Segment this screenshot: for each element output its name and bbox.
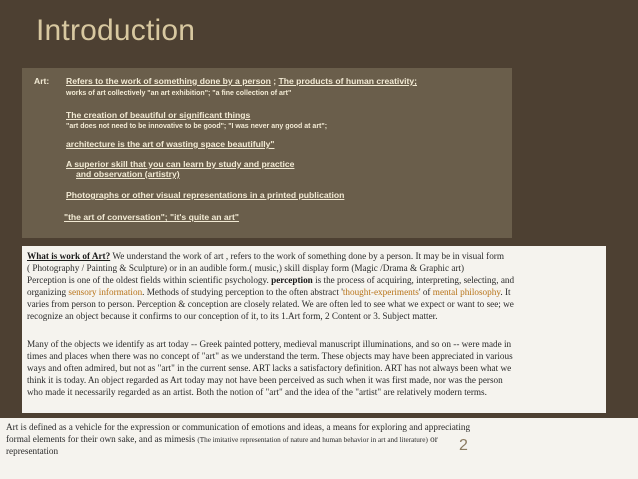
para1-line1: We understand the work of art , refers to the work of something done by a person. It may be in visual form [110,251,504,261]
para1-line4g: . It [500,287,511,297]
para2-line5: who made it necessarily regarded as an artist. Both the notion of "art" and the idea of the "artist" are relatively modern terms. [27,387,487,397]
mental-philosophy-link[interactable]: mental philosophy [432,287,501,297]
definition-1: Refers to the work of something done by a person [66,76,271,86]
definition-3: The creation of beautiful or significant things [66,110,251,120]
para2-line3: ways and often admired, but not as "art" in the current sense. ART lacks a satisfactory definition. ART has not always been what we [27,363,512,373]
slide-title: Introduction [36,14,196,47]
para1-line4a: organizing [27,287,69,297]
definition-7: "the art of conversation"; "it's quite an art" [64,212,239,222]
para1-line3-cont: is the process of acquiring, interpreting, selecting, and [312,275,515,285]
para1-line4c: . Methods of studying perception to the often abstract ' [142,287,343,297]
para1-line3: Perception is one of the oldest fields within scientific psychology. [27,275,272,285]
thought-experiments-link[interactable]: thought-experiments [342,287,419,297]
definition-4: architecture is the art of wasting space beautifully" [66,139,275,149]
para2-line1: Many of the objects we identify as art today -- Greek painted pottery, medieval manuscript illuminations, and so on -- were made in [27,339,512,349]
para3-line2c: or [427,434,438,444]
definition-6: Photographs or other visual representations in a printed publication [66,190,345,200]
para2-line2: times and places when there was no concept of "art" as we understand the term. These objects may have been appreciated in various [27,351,513,361]
example-2: "art does not need to be innovative to be good"; "I was never any good at art"; [66,123,328,130]
para3-line3: representation [6,446,59,456]
what-is-art-question: What is work of Art? [27,251,111,261]
para3-line1: Art is defined as a vehicle for the expression or communication of emotions and ideas, a means for exploring and appreciating [6,422,471,432]
para1-line5: varies from person to person. Perception & conception are closely related. We are often led to see what we expect or want to see; we [27,299,514,309]
para3-line2a: formal elements for their own sake, and as mimesis [6,434,198,444]
para1-line2: ( Photography / Painting & Sculpture) or in an audible form.( music,) skill display form (Magic /Drama & Graphic art) [27,263,465,273]
perception-term: perception [271,275,313,285]
para2-line4: think it is today. An object regarded as Art today may not have been perceived as such when it was first made, nor was the person [27,375,503,385]
definition-5: A superior skill that you can learn by study and practice [66,159,295,169]
para1-line4e: ' of [418,287,433,297]
page-number: 2 [459,437,468,454]
separator: ; [273,76,277,86]
definition-5-cont: and observation (artistry) [76,169,180,179]
para1-line6: recognize an object because it confirms to our conception of it, to its 1.Art form, 2 Content or 3. Subject matter. [27,311,438,321]
sensory-information-link[interactable]: sensory information [68,287,143,297]
art-label: Art: [34,76,50,86]
definition-2: The products of human creativity; [278,76,417,86]
example-1: works of art collectively "an art exhibition"; "a fine collection of art" [66,90,292,97]
mimesis-definition: (The imitative representation of nature and human behavior in art and literature) [197,436,428,444]
